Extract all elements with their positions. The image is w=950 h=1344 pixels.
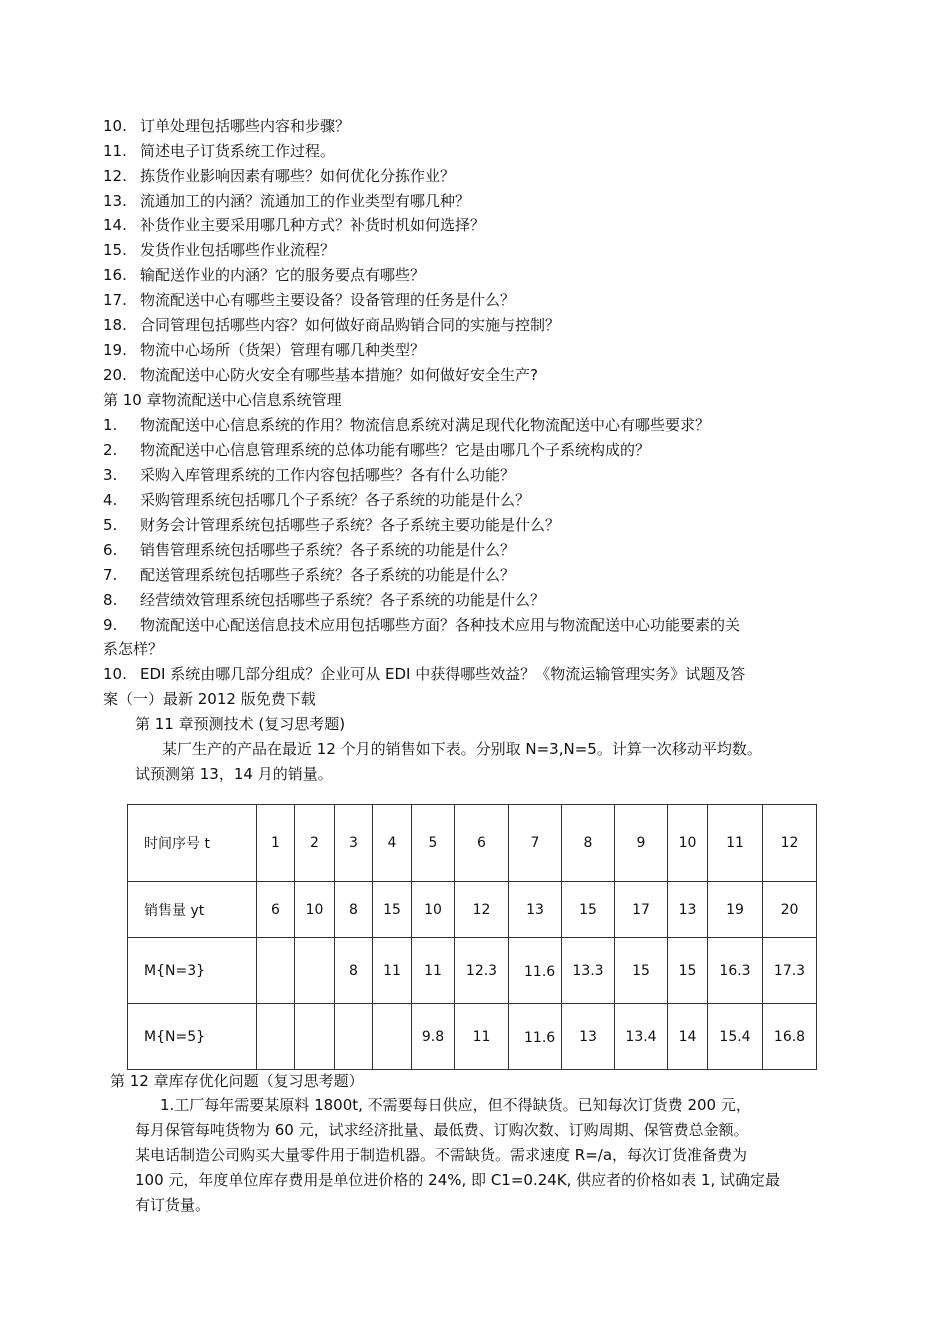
- table-cell: 7: [509, 805, 562, 882]
- question-item: 18. 合同管理包括哪些内容？如何做好商品购销合同的实施与控制？: [103, 316, 561, 334]
- question-item: 10. EDI 系统由哪几部分组成？企业可从 EDI 中获得哪些效益？《物流运输管理实务》试题及答: [103, 665, 746, 683]
- table-row: [128, 938, 817, 1004]
- table-cell: [295, 1004, 335, 1070]
- table-cell: 16.8: [763, 1004, 817, 1070]
- question-continuation: 案（一）最新 2012 版免费下载: [103, 690, 316, 708]
- table-cell: 9.8: [412, 1004, 455, 1070]
- question-item: 7. 配送管理系统包括哪些子系统？各子系统的功能是什么？: [103, 566, 516, 584]
- table-row-label: M{N=5}: [128, 1004, 257, 1070]
- table-cell: 10: [295, 882, 335, 938]
- table-row: [128, 1004, 817, 1070]
- table-row: [128, 882, 817, 938]
- table-cell: 15.4: [708, 1004, 763, 1070]
- table-cell: 13: [562, 1004, 615, 1070]
- question-item: 17. 物流配送中心有哪些主要设备？设备管理的任务是什么？: [103, 291, 516, 309]
- table-cell: 8: [335, 882, 373, 938]
- table-cell: 15: [373, 882, 412, 938]
- table-cell: 13: [668, 882, 708, 938]
- question-item: 1. 物流配送中心信息系统的作用？物流信息系统对满足现代化物流配送中心有哪些要求？: [103, 416, 711, 434]
- question-item: 3. 采购入库管理系统的工作内容包括哪些？各有什么功能？: [103, 466, 516, 484]
- wrapped-value: 11.6: [524, 1029, 556, 1046]
- question-item: 13. 流通加工的内涵？流通加工的作业类型有哪几种？: [103, 192, 471, 210]
- table-cell: 11: [708, 805, 763, 882]
- table-cell: 6: [455, 805, 509, 882]
- problem-text: 某电话制造公司购买大量零件用于制造机器。不需缺货。需求速度 R=/a，每次订货准备费为: [135, 1146, 748, 1164]
- table-cell: 8: [562, 805, 615, 882]
- question-item: 6. 销售管理系统包括哪些子系统？各子系统的功能是什么？: [103, 541, 516, 559]
- question-item: 11. 简述电子订货系统工作过程。: [103, 142, 336, 160]
- table-cell: 10: [412, 882, 455, 938]
- table-cell: [335, 1004, 373, 1070]
- table-cell: [373, 1004, 412, 1070]
- question-item: 5. 财务会计管理系统包括哪些子系统？各子系统主要功能是什么？: [103, 516, 561, 534]
- table-cell: [257, 1004, 295, 1070]
- question-item: 14. 补货作业主要采用哪几种方式？补货时机如何选择？: [103, 216, 486, 234]
- question-item: 2. 物流配送中心信息管理系统的总体功能有哪些？它是由哪几个子系统构成的？: [103, 441, 651, 459]
- table-header-cell: 时间序号 t: [128, 805, 257, 882]
- table-cell: 5: [412, 805, 455, 882]
- chapter-10-title: 第 10 章物流配送中心信息系统管理: [103, 391, 342, 409]
- question-item: 16. 输配送作业的内涵？它的服务要点有哪些？: [103, 266, 426, 284]
- question-item: 12. 拣货作业影响因素有哪些？如何优化分拣作业？: [103, 167, 456, 185]
- table-cell: 14: [668, 1004, 708, 1070]
- table-cell: 12: [763, 805, 817, 882]
- table-row: [128, 805, 817, 882]
- table-cell: 8: [335, 938, 373, 1004]
- table-cell: 19: [708, 882, 763, 938]
- table-cell: 11: [455, 1004, 509, 1070]
- question-item: 10. 订单处理包括哪些内容和步骤？: [103, 117, 351, 135]
- table-cell: 3: [335, 805, 373, 882]
- problem-text: 每月保管每吨货物为 60 元，试求经济批量、最低费、订购次数、订购周期、保管费总金额。: [135, 1121, 749, 1139]
- chapter-12-title: 第 12 章库存优化问题（复习思考题）: [110, 1072, 364, 1090]
- table-cell: 15: [615, 938, 668, 1004]
- table-cell: 17.3: [763, 938, 817, 1004]
- table-cell: 20: [763, 882, 817, 938]
- problem-text: 试预测第 13，14 月的销量。: [135, 765, 333, 783]
- question-item: 20. 物流配送中心防火安全有哪些基本措施？如何做好安全生产?: [103, 366, 538, 384]
- table-cell: 11: [412, 938, 455, 1004]
- table-cell: 13.3: [562, 938, 615, 1004]
- table-row-label: 销售量 yt: [128, 882, 257, 938]
- table-cell: 11: [373, 938, 412, 1004]
- question-item: 8. 经营绩效管理系统包括哪些子系统？各子系统的功能是什么？: [103, 591, 546, 609]
- table-cell: [509, 1004, 562, 1070]
- problem-text: 某厂生产的产品在最近 12 个月的销售如下表。分别取 N=3,N=5。计算一次移动平均数。: [162, 740, 762, 758]
- table-row-label: M{N=3}: [128, 938, 257, 1004]
- table-cell: 2: [295, 805, 335, 882]
- table-cell: 17: [615, 882, 668, 938]
- table-cell: 15: [668, 938, 708, 1004]
- problem-text: 有订货量。: [135, 1196, 211, 1214]
- table-cell: 13: [509, 882, 562, 938]
- wrapped-value: 11.6: [524, 963, 556, 980]
- table-cell: 9: [615, 805, 668, 882]
- question-item: 19. 物流中心场所（货架）管理有哪几种类型？: [103, 341, 426, 359]
- table-cell: 1: [257, 805, 295, 882]
- table-cell: [509, 938, 562, 1004]
- table-cell: 6: [257, 882, 295, 938]
- table-cell: 10: [668, 805, 708, 882]
- table-cell: 4: [373, 805, 412, 882]
- question-item: 15. 发货作业包括哪些作业流程？: [103, 241, 336, 259]
- question-item: 4. 采购管理系统包括哪几个子系统？各子系统的功能是什么？: [103, 491, 531, 509]
- question-item: 9. 物流配送中心配送信息技术应用包括哪些方面？各种技术应用与物流配送中心功能要素的关: [103, 616, 741, 634]
- question-continuation: 系怎样？: [103, 640, 164, 658]
- sales-table: [127, 804, 817, 1070]
- table-cell: [257, 938, 295, 1004]
- table-cell: [295, 938, 335, 1004]
- table-cell: 13.4: [615, 1004, 668, 1070]
- chapter-11-title: 第 11 章预测技术 (复习思考题): [135, 715, 346, 733]
- table-cell: 12: [455, 882, 509, 938]
- table-cell: 16.3: [708, 938, 763, 1004]
- problem-text: 1.工厂每年需要某原料 1800t, 不需要每日供应，但不得缺货。已知每次订货费 200 元，: [160, 1096, 751, 1114]
- table-cell: 12.3: [455, 938, 509, 1004]
- problem-text: 100 元，年度单位库存费用是单位进价格的 24%, 即 C1=0.24K, 供应者的价格如表 1, 试确定最: [135, 1171, 781, 1189]
- table-cell: 15: [562, 882, 615, 938]
